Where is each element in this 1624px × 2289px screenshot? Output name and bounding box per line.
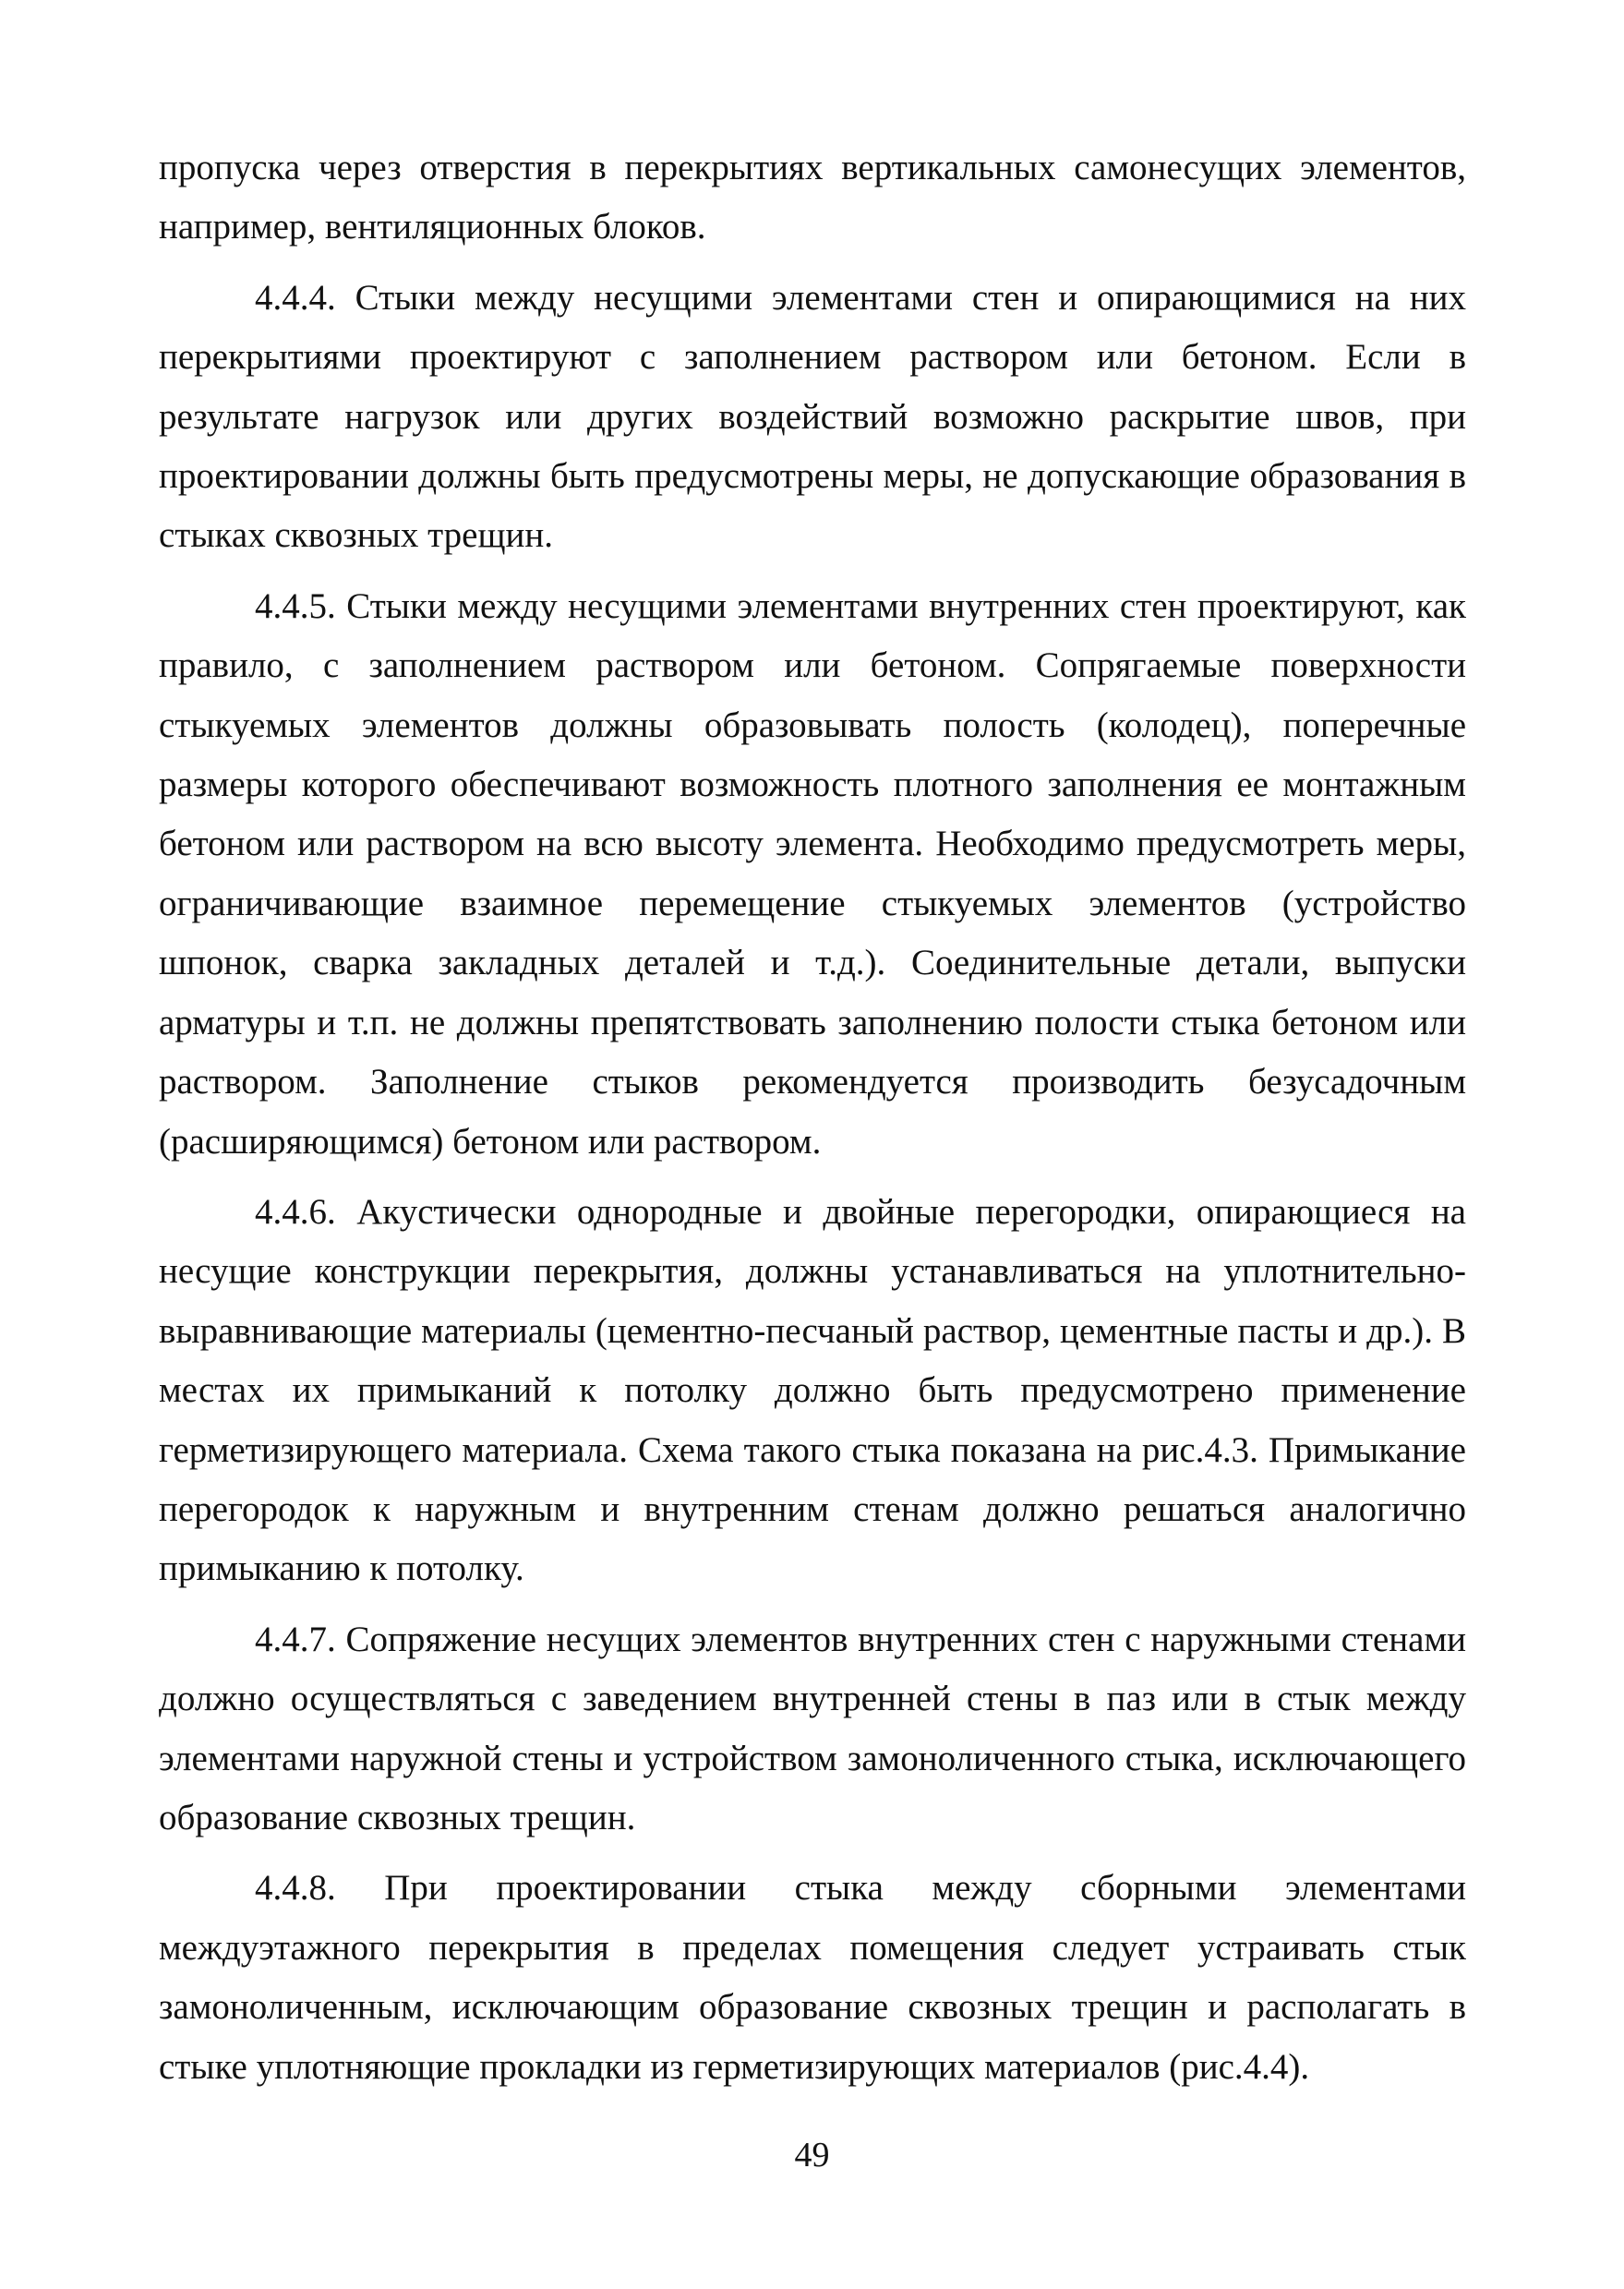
paragraph-text: Акустически однородные и двойные перегородки, опирающиеся на несущие конструкции перекрытия, должны устанавливаться на уплотнительно-выравнивающие материалы (цементно-песчаный раствор, цементные пасты и др.). В местах их примыканий к потолку должно быть предусмотрено применение герметизирующего материала. Схема такого стыка показана на рис.4.3. Примыкание перегородок к наружным и внутренним стенам должно решаться аналогично примыканию к потолку. (159, 1191, 1466, 1589)
paragraph-number: 4.4.6. (255, 1191, 336, 1232)
paragraph-continuation (159, 139, 1466, 258)
paragraph-4-4-6 (159, 1183, 1466, 1599)
paragraph-4-4-5 (159, 577, 1466, 1172)
paragraph-number: 4.4.4. (255, 277, 336, 318)
paragraph-text: Стыки между несущими элементами внутренних стен проектируют, как правило, с заполнением раствором или бетоном. Сопрягаемые поверхности стыкуемых элементов должны образовывать полость (колодец), поперечные размеры которого обеспечивают возможность плотного заполнения ее монтажным бетоном или раствором на всю высоту элемента. Необходимо предусмотреть меры, ограничивающие взаимное перемещение стыкуемых элементов (устройство шпонок, сварка закладных деталей и т.д.). Соединительные детали, выпуски арматуры и т.п. не должны препятствовать заполнению полости стыка бетоном или раствором. Заполнение стыков рекомендуется производить безусадочным (расширяющимся) бетоном или раствором. (159, 585, 1466, 1162)
paragraph-number: 4.4.5. (255, 585, 336, 626)
paragraph-text: При проектировании стыка между сборными элементами междуэтажного перекрытия в пределах помещения следует устраивать стык замоноличенным, исключающим образование сквозных трещин и располагать в стыке уплотняющие прокладки из герметизирующих материалов (рис.4.4). (159, 1868, 1466, 2087)
paragraph-text: Стыки между несущими элементами стен и опирающимися на них перекрытиями проектируют с заполнением раствором или бетоном. Если в результате нагрузок или других воздействий возможно раскрытие швов, при проектировании должны быть предусмотрены меры, не допускающие образования в стыках сквозных трещин. (159, 277, 1466, 556)
page-number: 49 (794, 2136, 830, 2175)
paragraph-text: пропуска через отверстия в перекрытиях вертикальных самонесущих элементов, например, вентиляционных блоков. (159, 148, 1466, 247)
paragraph-number: 4.4.7. (255, 1619, 336, 1659)
paragraph-4-4-4 (159, 269, 1466, 566)
body-text (159, 139, 1466, 2097)
paragraph-4-4-7 (159, 1610, 1466, 1849)
paragraph-number: 4.4.8. (255, 1868, 336, 1909)
paragraph-text: Сопряжение несущих элементов внутренних стен с наружными стенами должно осуществляться с заведением внутренней стены в паз или в стык между элементами наружной стены и устройством замоноличенного стыка, исключающего образование сквозных трещин. (159, 1619, 1466, 1837)
paragraph-4-4-8 (159, 1859, 1466, 2097)
